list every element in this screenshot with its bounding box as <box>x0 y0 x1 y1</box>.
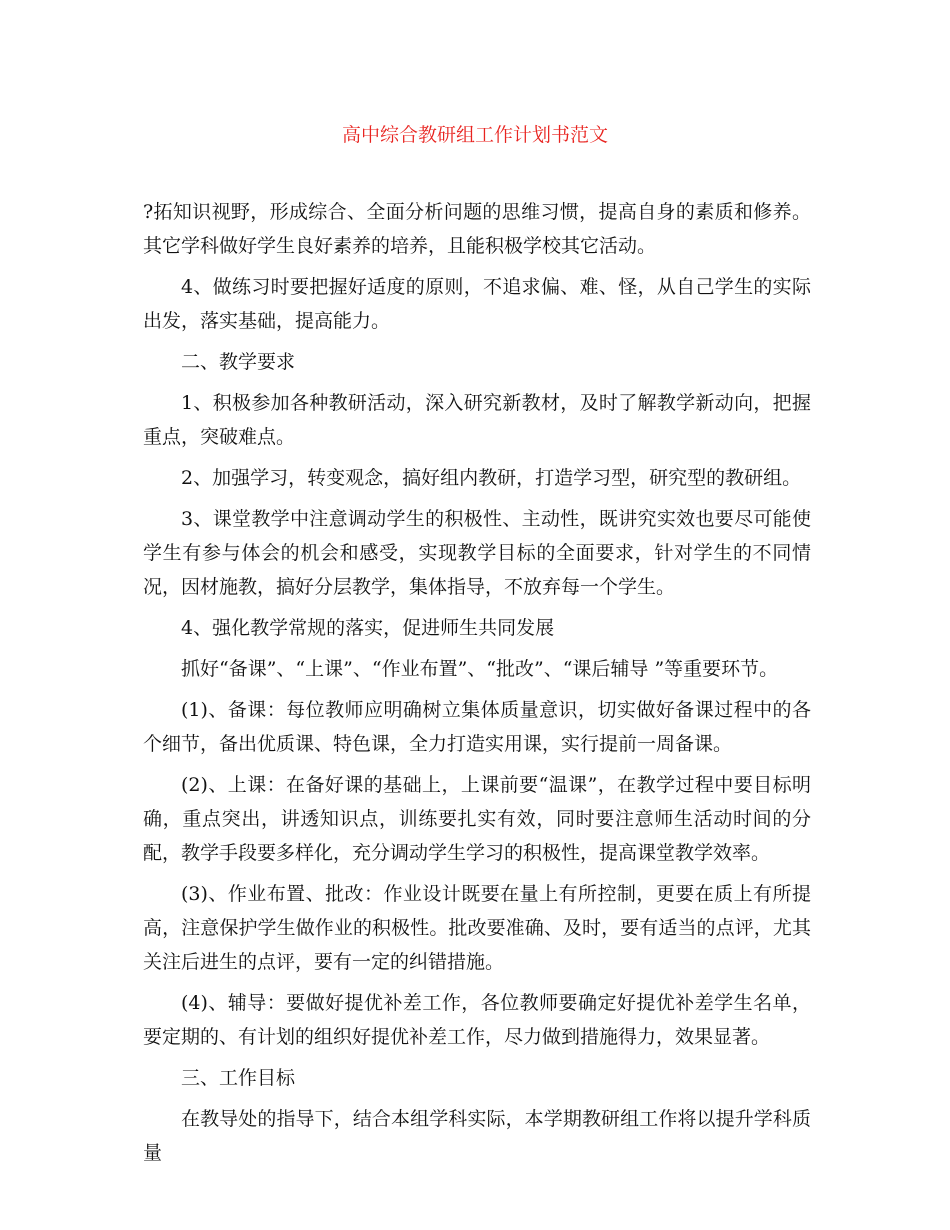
paragraph: (1)、备课：每位教师应明确树立集体质量意识，切实做好备课过程中的各个细节，备出优质课、特色课，全力打造实用课，实行提前一周备课。 <box>143 699 811 755</box>
paragraph: (3)、作业布置、批改：作业设计既要在量上有所控制，更要在质上有所提高，注意保护学生做作业的积极性。批改要准确、及时，要有适当的点评，尤其关注后进生的点评，要有一定的纠错措施。 <box>143 883 811 973</box>
paragraph: 2、加强学习，转变观念，搞好组内教研，打造学习型，研究型的教研组。 <box>181 467 802 489</box>
section-heading: 三、工作目标 <box>181 1067 296 1089</box>
section-heading: 二、教学要求 <box>181 351 296 373</box>
paragraph: 4、强化教学常规的落实，促进师生共同发展 <box>181 617 555 639</box>
document-title: 高中综合教研组工作计划书范文 <box>341 124 608 146</box>
paragraph: 抓好“备课”、“上课”、“作业布置”、“批改”、“课后辅导 ”等重要环节。 <box>181 658 779 680</box>
paragraph: 在教导处的指导下，结合本组学科实际，本学期教研组工作将以提升学科质量 <box>143 1108 811 1164</box>
paragraph: ?拓知识视野，形成综合、全面分析问题的思维习惯，提高自身的素质和修养。其它学科做好学生良好素养的培养，且能积极学校其它活动。 <box>143 201 811 257</box>
paragraph: (4)、辅导：要做好提优补差工作，各位教师要确定好提优补差学生名单，要定期的、有计划的组织好提优补差工作，尽力做到措施得力，效果显著。 <box>143 992 811 1048</box>
paragraph: (2)、上课：在备好课的基础上，上课前要“温课”，在教学过程中要目标明确，重点突出，讲透知识点，训练要扎实有效，同时要注意师生活动时间的分配，教学手段要多样化，充分调动学生学习的积极性，提高课堂教学效率。 <box>143 774 811 864</box>
paragraph: 3、课堂教学中注意调动学生的积极性、主动性，既讲究实效也要尽可能使学生有参与体会的机会和感受，实现教学目标的全面要求，针对学生的不同情况，因材施教，搞好分层教学，集体指导，不放弃每一个学生。 <box>143 508 811 598</box>
document-body <box>143 195 811 1177</box>
paragraph: 1、积极参加各种教研活动，深入研究新教材，及时了解教学新动向，把握重点，突破难点。 <box>143 392 811 448</box>
paragraph: 4、做练习时要把握好适度的原则，不追求偏、难、怪，从自己学生的实际出发，落实基础，提高能力。 <box>143 276 811 332</box>
